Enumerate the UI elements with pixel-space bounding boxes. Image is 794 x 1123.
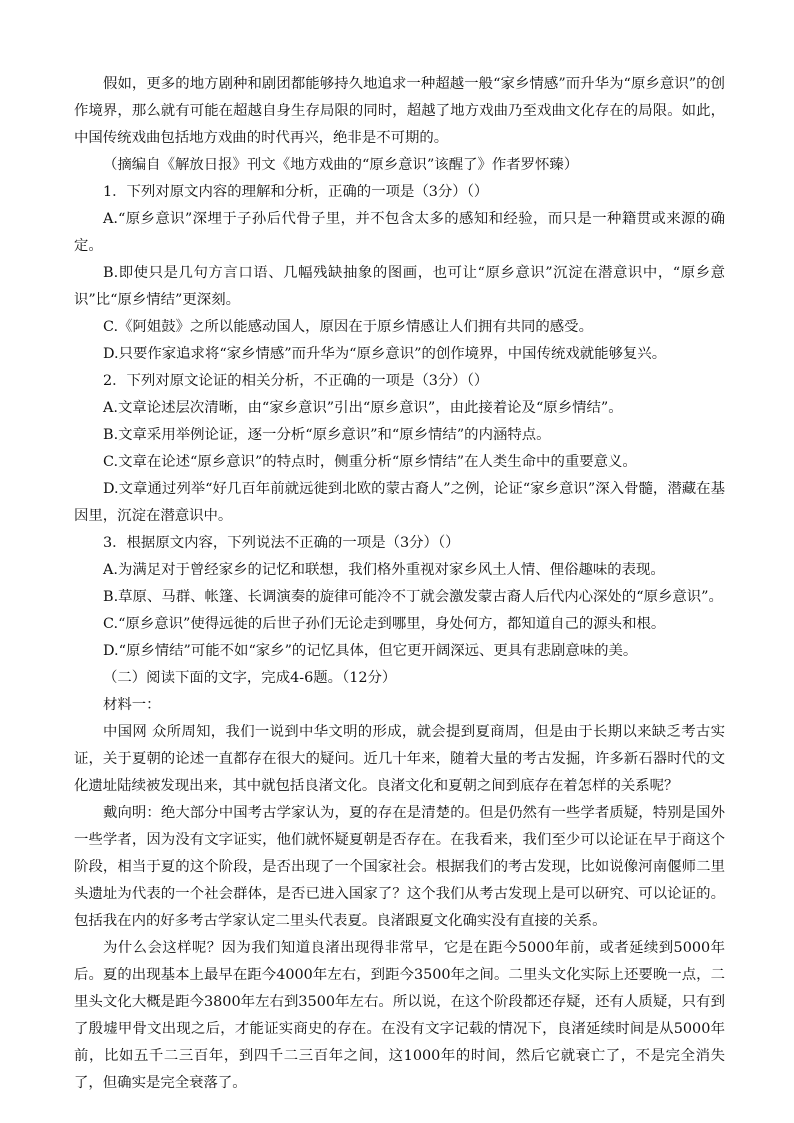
paragraph-interview-answer: 戴向明：绝大部分中国考古学家认为，夏的存在是清楚的。但是仍然有一些学者质疑，特别是国外一些学者，因为没有文字证实，他们就怀疑夏朝是否存在。在我看来，我们至少可以论证在早于商这个阶段，相当于夏的这个阶段，是否出现了一个国家社会。根据我们的考古发现，比如说像河南偃师二里头遗址为代表的一个社会群体，是否已进入国家了？这个我们从考古发现上是可以研究、可以论证的。包括我在内的好多考古学家认定二里头代表夏。良渚跟夏文化确实没有直接的关系。 (74, 805, 725, 929)
question-2-option-a: A.文章论述层次清晰，由“家乡意识”引出“原乡意识”，由此接着论及“原乡情结”。 (103, 400, 623, 416)
question-3-option-d: D.“原乡情结”可能不如“家乡”的记忆具体，但它更开阔深远、更具有悲剧意味的美。 (103, 643, 638, 659)
paragraph-conclusion: 假如，更多的地方剧种和剧团都能够持久地追求一种超越一般“家乡情感”而升华为“原乡意识”的创作境界，那么就有可能在超越自身生存局限的同时，超越了地方戏曲乃至戏曲文化存在的局限。如此，中国传统戏曲包括地方戏曲的时代再兴，绝非是不可期的。 (74, 76, 725, 146)
question-2-option-b: B.文章采用举例论证，逐一分析“原乡意识”和“原乡情结”的内涵特点。 (103, 427, 551, 443)
question-1-option-d: D.只要作家追求将“家乡情感”而升华为“原乡意识”的创作境界，中国传统戏就能够复兴。 (103, 346, 667, 362)
material-label: 材料一： (103, 697, 161, 713)
question-2 (74, 368, 725, 530)
question-3-option-b: B.草原、马群、帐篷、长调演奏的旋律可能冷不丁就会激发蒙古裔人后代内心深处的“原乡意识”。 (103, 589, 723, 605)
source-citation: （摘编自《解放日报》刊文《地方戏曲的“原乡意识”该醒了》作者罗怀臻） (103, 157, 579, 173)
question-2-option-d: D.文章通过列举“好几百年前就远徙到北欧的蒙古裔人”之例，论证“家乡意识”深入骨髓，潜藏在基因里，沉淀在潜意识中。 (74, 481, 725, 524)
paragraph-interview-question: 中国网 众所周知，我们一说到中华文明的形成，就会提到夏商周，但是由于长期以来缺乏考古实证，关于夏朝的论述一直都存在很大的疑问。近几十年来，随着大量的考古发掘，许多新石器时代的文化遗址陆续被发现出来，其中就包括良渚文化。良渚文化和夏朝之间到底存在着怎样的关系呢？ (74, 724, 725, 794)
paragraph-interview-continued: 为什么会这样呢？因为我们知道良渚出现得非常早，它是在距今5000年前，或者延续到5000年后。夏的出现基本上最早在距今4000年左右，到距今3500年之间。二里头文化实际上还要晚一点，二里头文化大概是距今3800年左右到3500年左右。所以说，在这个阶段都还存疑，还有人质疑，只有到了殷墟甲骨文出现之后，才能证实商史的存在。在没有文字记载的情况下，良渚延续时间是从5000年前，比如五千二三百年，到四千二三百年之间，这1000年的时间，然后它就衰亡了，不是完全消失了，但确实是完全衰落了。 (74, 940, 725, 1091)
question-1-stem: 1．下列对原文内容的理解和分析，正确的一项是（3分）（） (103, 184, 489, 200)
question-3 (74, 530, 725, 665)
question-1-option-b: B.即使只是几句方言口语、几幅残缺抽象的图画，也可让“原乡意识”沉淀在潜意识中，“原乡意识”比“原乡情结”更深刻。 (74, 265, 725, 308)
question-3-option-a: A.为满足对于曾经家乡的记忆和联想，我们格外重视对家乡风土人情、俚俗趣味的表现。 (103, 562, 665, 578)
question-2-option-c: C.文章在论述“原乡意识”的特点时，侧重分析“原乡情结”在人类生命中的重要意义。 (103, 454, 637, 470)
question-1-option-a: A.“原乡意识”深埋于子孙后代骨子里，并不包含太多的感知和经验，而只是一种籍贯或来源的确定。 (74, 211, 725, 254)
section-heading: （二）阅读下面的文字，完成4-6题。（12分） (103, 670, 397, 686)
document-page (74, 71, 725, 1097)
question-1-option-c: C.《阿姐鼓》之所以能感动国人，原因在于原乡情感让人们拥有共同的感受。 (103, 319, 593, 335)
question-2-stem: 2．下列对原文论证的相关分析，不正确的一项是（3分）（） (103, 373, 489, 389)
question-3-stem: 3．根据原文内容，下列说法不正确的一项是（3分）（） (103, 535, 460, 551)
question-3-option-c: C.“原乡意识”使得远徙的后世子孙们无论走到哪里，身处何方，都知道自己的源头和根。 (103, 616, 666, 632)
question-1 (74, 179, 725, 368)
